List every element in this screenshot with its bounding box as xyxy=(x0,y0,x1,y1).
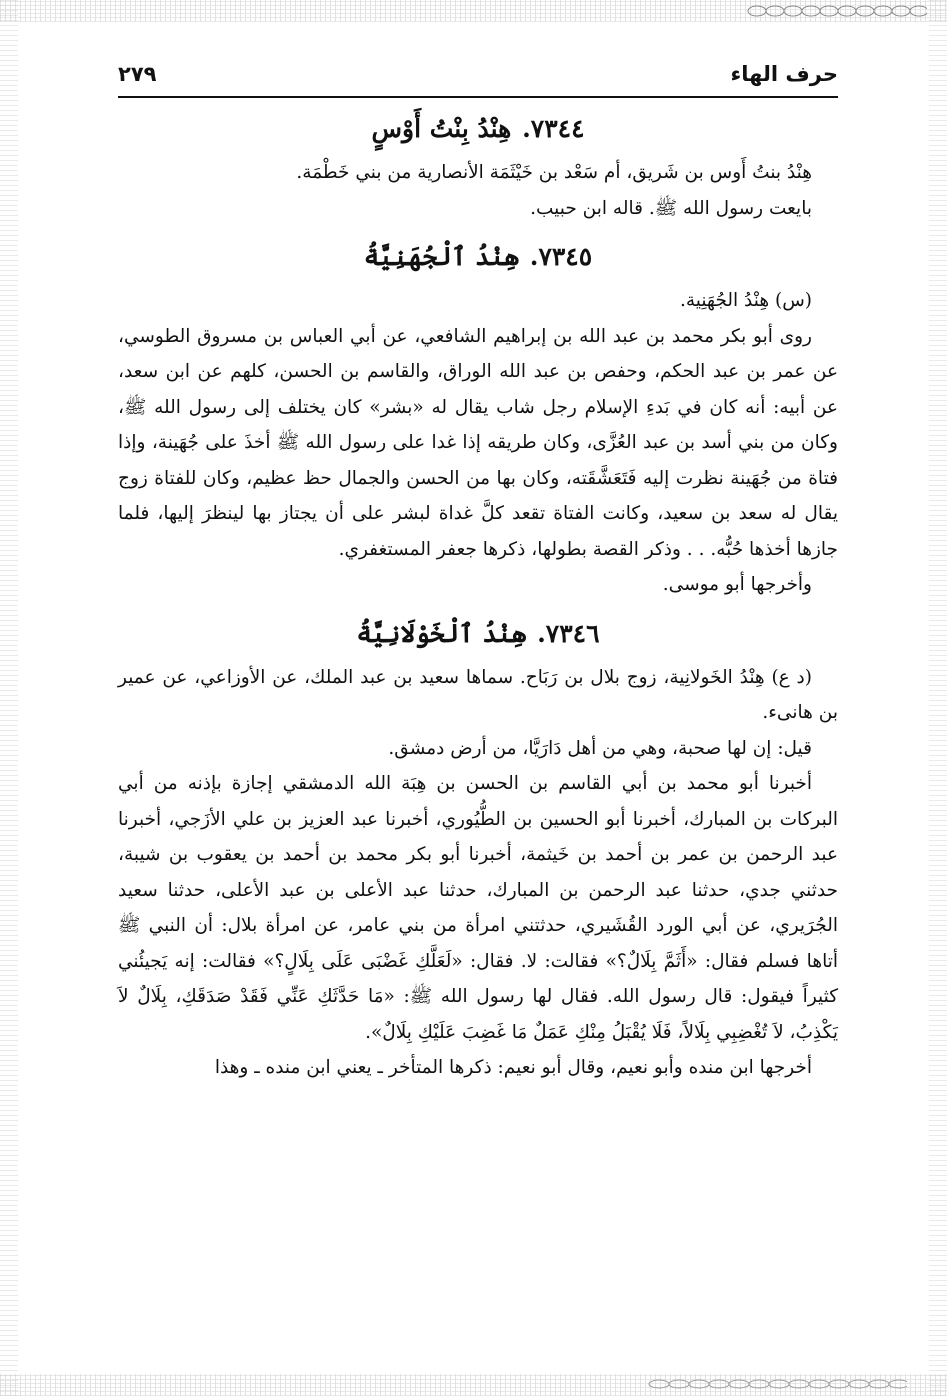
paragraph: هِنْدُ بنتُ أَوس بن شَريق، أم سَعْد بن خَيْثَمَة الأنصارية من بني خَطْمَة. xyxy=(296,162,812,183)
entry-title xyxy=(118,114,838,143)
entry-title xyxy=(118,242,838,271)
paragraph: بايعت رسول الله ﷺ. قاله ابن حبيب. xyxy=(530,197,812,219)
running-head: حرف الهاء xyxy=(730,62,838,86)
entry-name: هِنْدُ ٱلْخَوْلَانِيَّةُ xyxy=(356,618,527,648)
book-page xyxy=(118,56,838,1086)
paragraph: قيل: إن لها صحبة، وهي من أهل دَارَيَّا، من أرض دمشق. xyxy=(388,737,812,759)
page-header xyxy=(118,56,838,98)
paragraph: (س) هِنْدُ الجُهَنِية. xyxy=(679,290,812,311)
entry-name: هِنْدُ ٱلْجُهَنِيَّةُ xyxy=(363,242,520,271)
entry-title xyxy=(118,619,838,648)
right-border-ornament xyxy=(929,0,947,1396)
corner-knot-ornament xyxy=(747,4,927,18)
paragraph: أخبرنا أبو محمد بن أبي القاسم بن الحسن بن هِبَة الله الدمشقي إجازة بإذنه من أبي البركات بن المبارك، أخبرنا أبو الحسين بن الطُّيُوري، أخبرنا عبد العزيز بن علي الأزَجي، أخبرنا عبد الرحمن بن عمر بن أحمد بن خَيثمة، أخبرنا أبو بكر محمد بن أحمد بن يعقوب بن شيبة، حدثني جدي، حدثنا عبد الرحمن بن المبارك، حدثنا عبد الأعلى بن عبد الأعلى، حدثنا سعيد الجُرَيري، عن أبي الورد القُشَيري، حدثتني امرأة من بني عامر، عن امرأة بلال: أن النبي ﷺ أتاها فسلم فقال: «أَثَمَّ بِلَالٌ؟» فقالت: لا. فقال: «لَعَلَّكِ غَضْبَى عَلَى بِلَالٍ؟» فقالت: إنه يَجيئُني كثيراً فيقول: قال رسول الله. فقال لها رسول الله ﷺ: «مَا حَدَّثَكِ عَنِّي فَقَدْ صَدَقَكِ، بِلَالٌ لاَ يَكْذِبُ، لاَ تُغْضِبِي بِلَالاً، فَلَا يُقْبَلُ مِنْكِ عَمَلٌ مَا غَضِبَ عَلَيْكِ بِلَالٌ». xyxy=(118,773,838,1043)
left-border-ornament xyxy=(0,0,18,1396)
paragraph: روى أبو بكر محمد بن عبد الله بن إبراهيم الشافعي، عن أبي العباس بن مسروق الطوسي، عن عمر بن عبد الحكم، وحفص بن عبد الله الوراق، والقاسم بن الحسن، كلهم عن ابن سعد، عن أبيه: أنه كان في بَدءِ الإسلام رجل شاب يقال له «بشر» كان يختلف إلى رسول الله ﷺ، وكان من بني أسد بن عبد العُزَّى، وكان طريقه إذا غدا على رسول الله ﷺ أخذَ على جُهَينة، وإذا فتاة من جُهَينة نظرت إليه فَتَعَشَّقَته، وكان بها من الحسن والجمال حظ عظيم، وكان للفتاة زوج يقال له سعد بن سعيد، وكانت الفتاة تقعد كلَّ غداة لبشر على أن يجتاز بها لينظرَ إليها، فلما جازها أخذها حُبُّه. . . وذكر القصة بطولها، ذكرها جعفر المستغفري. xyxy=(118,325,838,560)
entry-name: هِنْدُ بِنْتُ أَوْسٍ xyxy=(371,114,512,143)
paragraph: وأخرجها أبو موسى. xyxy=(662,574,812,595)
entry-number: ٧٣٤٦. xyxy=(537,618,600,648)
entry-number: ٧٣٤٥. xyxy=(529,242,593,271)
bottom-knot-ornament xyxy=(647,1378,907,1390)
paragraph: أخرجها ابن منده وأبو نعيم، وقال أبو نعيم: ذكرها المتأخر ـ يعني ابن منده ـ وهذا xyxy=(214,1057,812,1078)
page-number: ٢٧٩ xyxy=(118,62,157,86)
entry-number: ٧٣٤٤. xyxy=(522,114,585,143)
paragraph: (د ع) هِنْدُ الخَولانِية، زوج بلال بن رَبَاح. سماها سعيد بن عبد الملك، عن الأوزاعي، عن عمير بن هانىء. xyxy=(118,666,838,723)
